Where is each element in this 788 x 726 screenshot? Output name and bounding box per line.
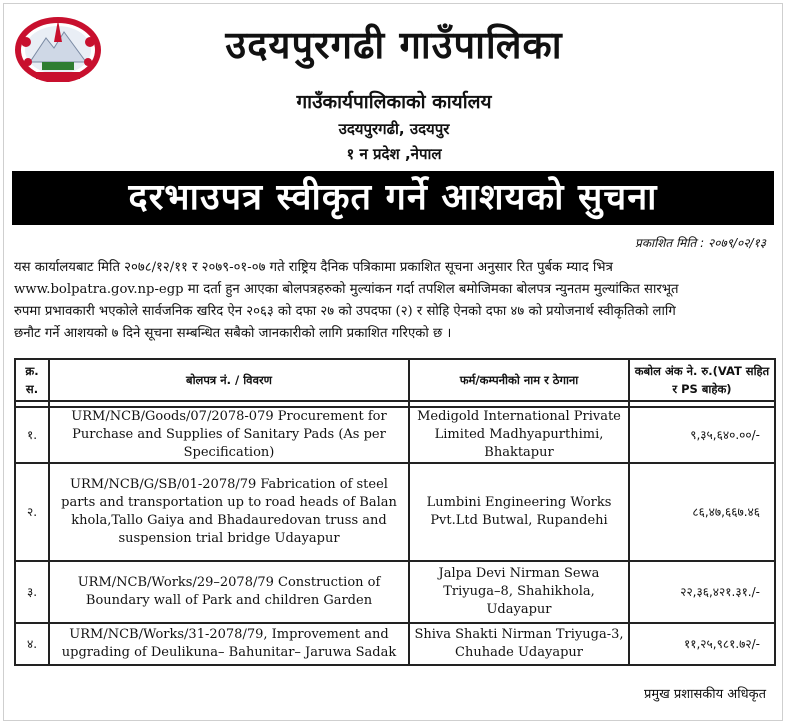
publication-date: प्रकाशित मिति : २०७९/०२/१३: [635, 236, 766, 250]
address-line-1: उदयपुरगढी, उदयपुर: [338, 120, 450, 138]
row-sn: १.: [15, 407, 49, 463]
signatory-title: प्रमुख प्रशासकीय अधिकृत: [643, 687, 766, 702]
body-line: रुपमा प्रभावकारी भएकोले सार्वजनिक खरिद ऐन २०६३ को दफा २७ को उपदफा (२) र सोहि ऐनको दफा ४७ को प्रयोजनार्थ स्वीकृतिको लागि: [14, 304, 676, 319]
column-header-amount: कबोल अंक ने. रु.(VAT सहित र PS बाहेक): [629, 359, 775, 401]
row-amount: ८६,४७,६६७.४६: [629, 463, 775, 561]
table-row: [15, 407, 775, 463]
body-line: छनौट गर्ने आशयको ७ दिने सूचना सम्बन्धित सबैको जानकारीको लागि प्रकाशित गरिएको छ ।: [14, 326, 452, 341]
bid-table: [14, 358, 776, 666]
row-sn: २.: [15, 463, 49, 561]
row-firm: Medigold International Private Limited Madhyapurthimi, Bhaktapur: [409, 407, 629, 463]
row-amount: ९,३५,६४०.००/-: [629, 407, 775, 463]
notice-banner: दरभाउपत्र स्वीकृत गर्ने आशयको सुचना: [12, 171, 774, 225]
table-header-row: [15, 359, 775, 401]
row-amount: २२,३६,४२१.३१./-: [629, 561, 775, 623]
office-name: गाउँकार्यपालिकाको कार्यालय: [296, 91, 492, 113]
table-row: [15, 623, 775, 665]
column-header-bid: बोलपत्र नं. / विवरण: [49, 359, 409, 401]
column-header-sn: क्र. स.: [15, 359, 49, 401]
row-firm: Jalpa Devi Nirman Sewa Triyuga–8, Shahikhola, Udayapur: [409, 561, 629, 623]
row-bid: URM/NCB/Works/31-2078/79, Improvement and upgrading of Deulikuna– Bahunitar– Jaruwa Sadak: [49, 623, 409, 665]
body-line: www.bolpatra.gov.np-egp मा दर्ता हुन आएका बोलपत्रहरुको मुल्यांकन गर्दा तपशिल बमोजिमका बोलपत्र न्युनतम मुल्यांकित सारभूत: [14, 282, 679, 297]
org-title: उदयपुरगढी गाउँपालिका: [225, 23, 563, 67]
row-bid: URM/NCB/Goods/07/2078-079 Procurement for Purchase and Supplies of Sanitary Pads (As per Specification): [49, 407, 409, 463]
body-line: यस कार्यालयबाट मिति २०७८/१२/११ र २०७९-०१-०७ गते राष्ट्रिय दैनिक पत्रिकामा प्रकाशित सूचना अनुसार रित पुर्बक म्याद भित्र: [14, 260, 613, 275]
row-amount: ११,२५,९८१.७२/-: [629, 623, 775, 665]
address-line-2: १ न प्रदेश ,नेपाल: [346, 145, 442, 163]
column-header-firm: फर्म/कम्पनीको नाम र ठेगाना: [409, 359, 629, 401]
row-bid: URM/NCB/Works/29–2078/79 Construction of Boundary wall of Park and children Garden: [49, 561, 409, 623]
table-row: [15, 561, 775, 623]
row-firm: Shiva Shakti Nirman Triyuga-3, Chuhade Udayapur: [409, 623, 629, 665]
row-sn: ४.: [15, 623, 49, 665]
row-bid: URM/NCB/G/SB/01-2078/79 Fabrication of steel parts and transportation up to road heads of Balan khola,Tallo Gaiya and Bhadauredovan truss and suspension trial bridge Udayapur: [49, 463, 409, 561]
notice-body: [14, 257, 774, 345]
row-firm: Lumbini Engineering Works Pvt.Ltd Butwal, Rupandehi: [409, 463, 629, 561]
table-row: [15, 463, 775, 561]
row-sn: ३.: [15, 561, 49, 623]
